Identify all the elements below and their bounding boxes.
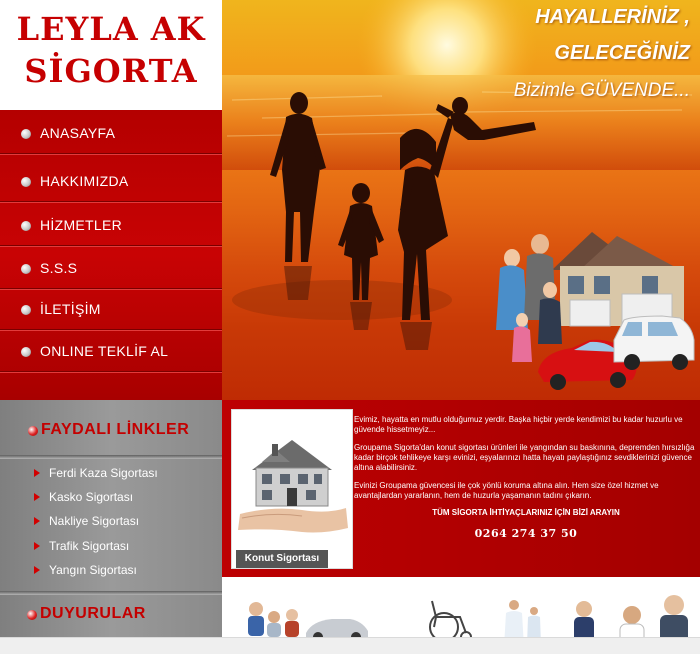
nav-item-label: S.S.S [40, 260, 78, 276]
bullet-icon [21, 221, 31, 231]
content-text [354, 415, 698, 509]
nav-item-label: ONLINE TEKLİF AL [40, 343, 169, 359]
bullet-icon [21, 129, 31, 139]
hero-banner [222, 0, 700, 400]
logo[interactable] [0, 0, 222, 110]
bullet-icon [28, 426, 38, 436]
bullet-icon [21, 305, 31, 315]
hero-slogan-3: Bizimle GÜVENDE... [513, 80, 690, 101]
useful-links-heading [0, 412, 222, 452]
arrow-right-icon [34, 493, 40, 501]
family-photo [496, 234, 562, 362]
photo-caption: Konut Sigortası [236, 550, 328, 568]
useful-links-title: FAYDALI LİNKLER [41, 421, 190, 438]
hero-slogan-1: HAYALLERİNİZ , [535, 6, 690, 28]
link-label: Ferdi Kaza Sigortası [49, 466, 158, 480]
main-nav [0, 110, 222, 400]
paragraph: Evinizi Groupama güvencesi ile çok yönlü koruma altına alın. Hem size özel hizmet ve avantajlardan yararlanın, hem de huzurla yaşamanın tadını çıkarın. [354, 481, 659, 500]
link-nakliye[interactable] [0, 511, 222, 533]
nav-item-iletisim[interactable] [0, 288, 222, 330]
bullet-icon [27, 610, 37, 620]
sidebar [0, 400, 222, 654]
bullet-icon [21, 177, 31, 187]
wheelchair-icon [430, 601, 471, 642]
link-label: Yangın Sigortası [49, 563, 137, 577]
paragraph: Groupama Sigorta'dan konut sigortası ürünleri ile yangından su baskınına, depremden hırsızlığa kadar birçok tehlikeye karşı evinizi, eşyalarınızı hatta hayatı paylaştığınız sevdiklerinizi güvence altına alabilirsiniz. [354, 443, 695, 472]
link-label: Trafik Sigortası [49, 539, 130, 553]
arrow-right-icon [34, 517, 40, 525]
paragraph: Evimiz, hayatta en mutlu olduğumuz yerdir. Başka hiçbir yerde kendimizi bu kadar huzurlu ve güvende hissetmeyiz... [354, 415, 683, 434]
link-trafik[interactable] [0, 536, 222, 558]
arrow-right-icon [34, 469, 40, 477]
left-column [0, 0, 222, 654]
link-label: Kasko Sigortası [49, 490, 134, 504]
nav-item-sss[interactable] [0, 247, 222, 289]
link-label: Nakliye Sigortası [49, 514, 140, 528]
white-suv-illustration [614, 316, 694, 370]
house-in-hand-icon [232, 410, 352, 548]
nav-item-label: İLETİŞİM [40, 301, 101, 317]
phone-number[interactable]: 0264 274 37 50 [474, 527, 578, 540]
logo-line-2: SİGORTA [24, 52, 198, 90]
nav-item-label: ANASAYFA [40, 125, 116, 141]
nav-item-label: HAKKIMIZDA [40, 173, 129, 189]
nav-item-label: HİZMETLER [40, 217, 123, 233]
hero-slogan-2: GELECEĞİNİZ [554, 42, 690, 64]
group-photo [248, 602, 299, 637]
nav-item-anasayfa[interactable] [0, 112, 222, 154]
divider [0, 591, 222, 595]
nav-item-hizmetler[interactable] [0, 204, 222, 246]
content-panel [222, 400, 700, 577]
logo-line-1: LEYLA AK [16, 10, 206, 48]
link-yangin[interactable] [0, 560, 222, 582]
arrow-right-icon [34, 566, 40, 574]
footer-bar [0, 637, 700, 654]
link-kasko[interactable] [0, 487, 222, 509]
divider [0, 455, 222, 459]
call-to-action: TÜM SİGORTA İHTİYAÇLARINIZ İÇİN BİZİ ARAYIN [432, 508, 620, 517]
announcements-title: DUYURULAR [40, 605, 146, 622]
nav-item-online-teklif[interactable] [0, 330, 222, 372]
arrow-right-icon [34, 542, 40, 550]
announcements-heading [0, 596, 222, 636]
home-insurance-photo[interactable] [231, 409, 353, 569]
house-illustration [552, 232, 684, 326]
link-ferdi-kaza[interactable] [0, 463, 222, 485]
nav-item-hakkimizda[interactable] [0, 160, 222, 202]
bullet-icon [21, 347, 31, 357]
bullet-icon [21, 264, 31, 274]
